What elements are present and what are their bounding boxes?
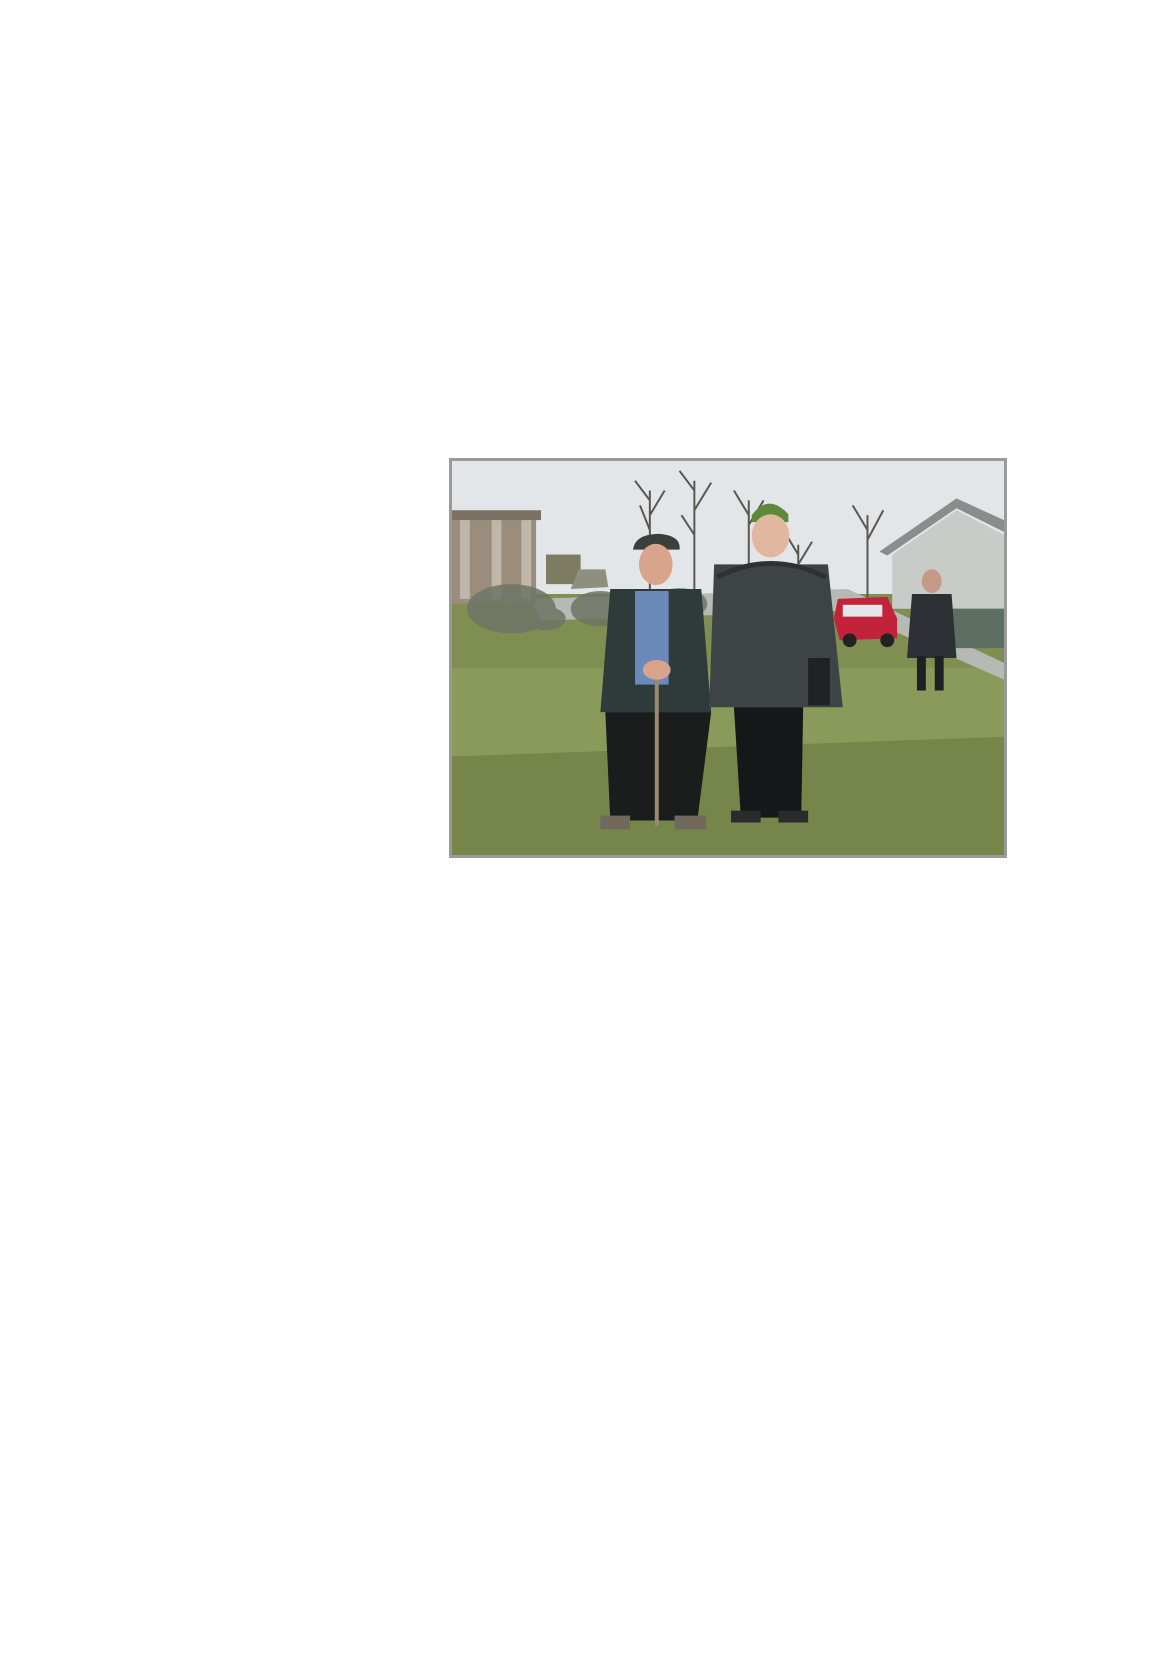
photo-illustration (452, 461, 1004, 855)
photo-two-men-village (449, 458, 1007, 858)
